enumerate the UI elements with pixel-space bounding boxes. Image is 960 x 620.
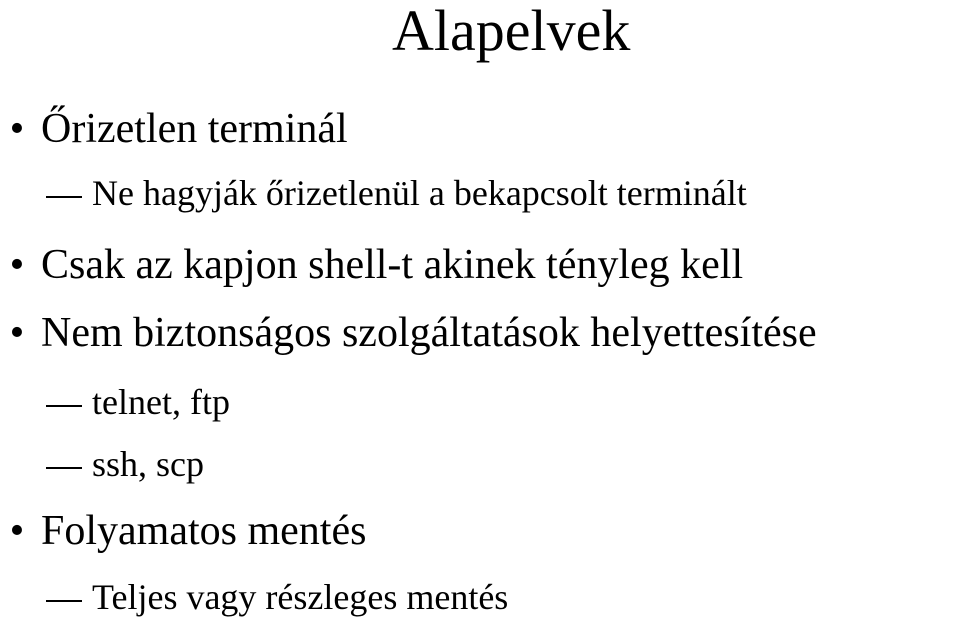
sub-bullet-text: Teljes vagy részleges mentés — [92, 577, 509, 617]
sub-bullet-text: ssh, scp — [92, 444, 205, 484]
bullet-dot-icon: • — [9, 242, 25, 288]
sub-bullet-text: telnet, ftp — [92, 382, 230, 422]
bullet-text: Nem biztonságos szolgáltatások helyettesítése — [41, 310, 817, 356]
bullet-text: Csak az kapjon shell-t akinek tényleg kell — [41, 242, 744, 288]
dash-icon — [46, 442, 82, 486]
dash-icon — [46, 171, 82, 215]
dash-icon — [46, 380, 82, 424]
slide-title: Alapelvek — [392, 0, 631, 63]
bullet-text: Folyamatos mentés — [41, 508, 367, 554]
bullet-dot-icon: • — [9, 310, 25, 356]
sub-bullet-text: Ne hagyják őrizetlenül a bekapcsolt terminált — [92, 173, 747, 213]
bullet-dot-icon: • — [9, 508, 25, 554]
bullet-text: Őrizetlen terminál — [41, 106, 348, 152]
dash-icon — [46, 575, 82, 619]
bullet-dot-icon: • — [9, 106, 25, 152]
